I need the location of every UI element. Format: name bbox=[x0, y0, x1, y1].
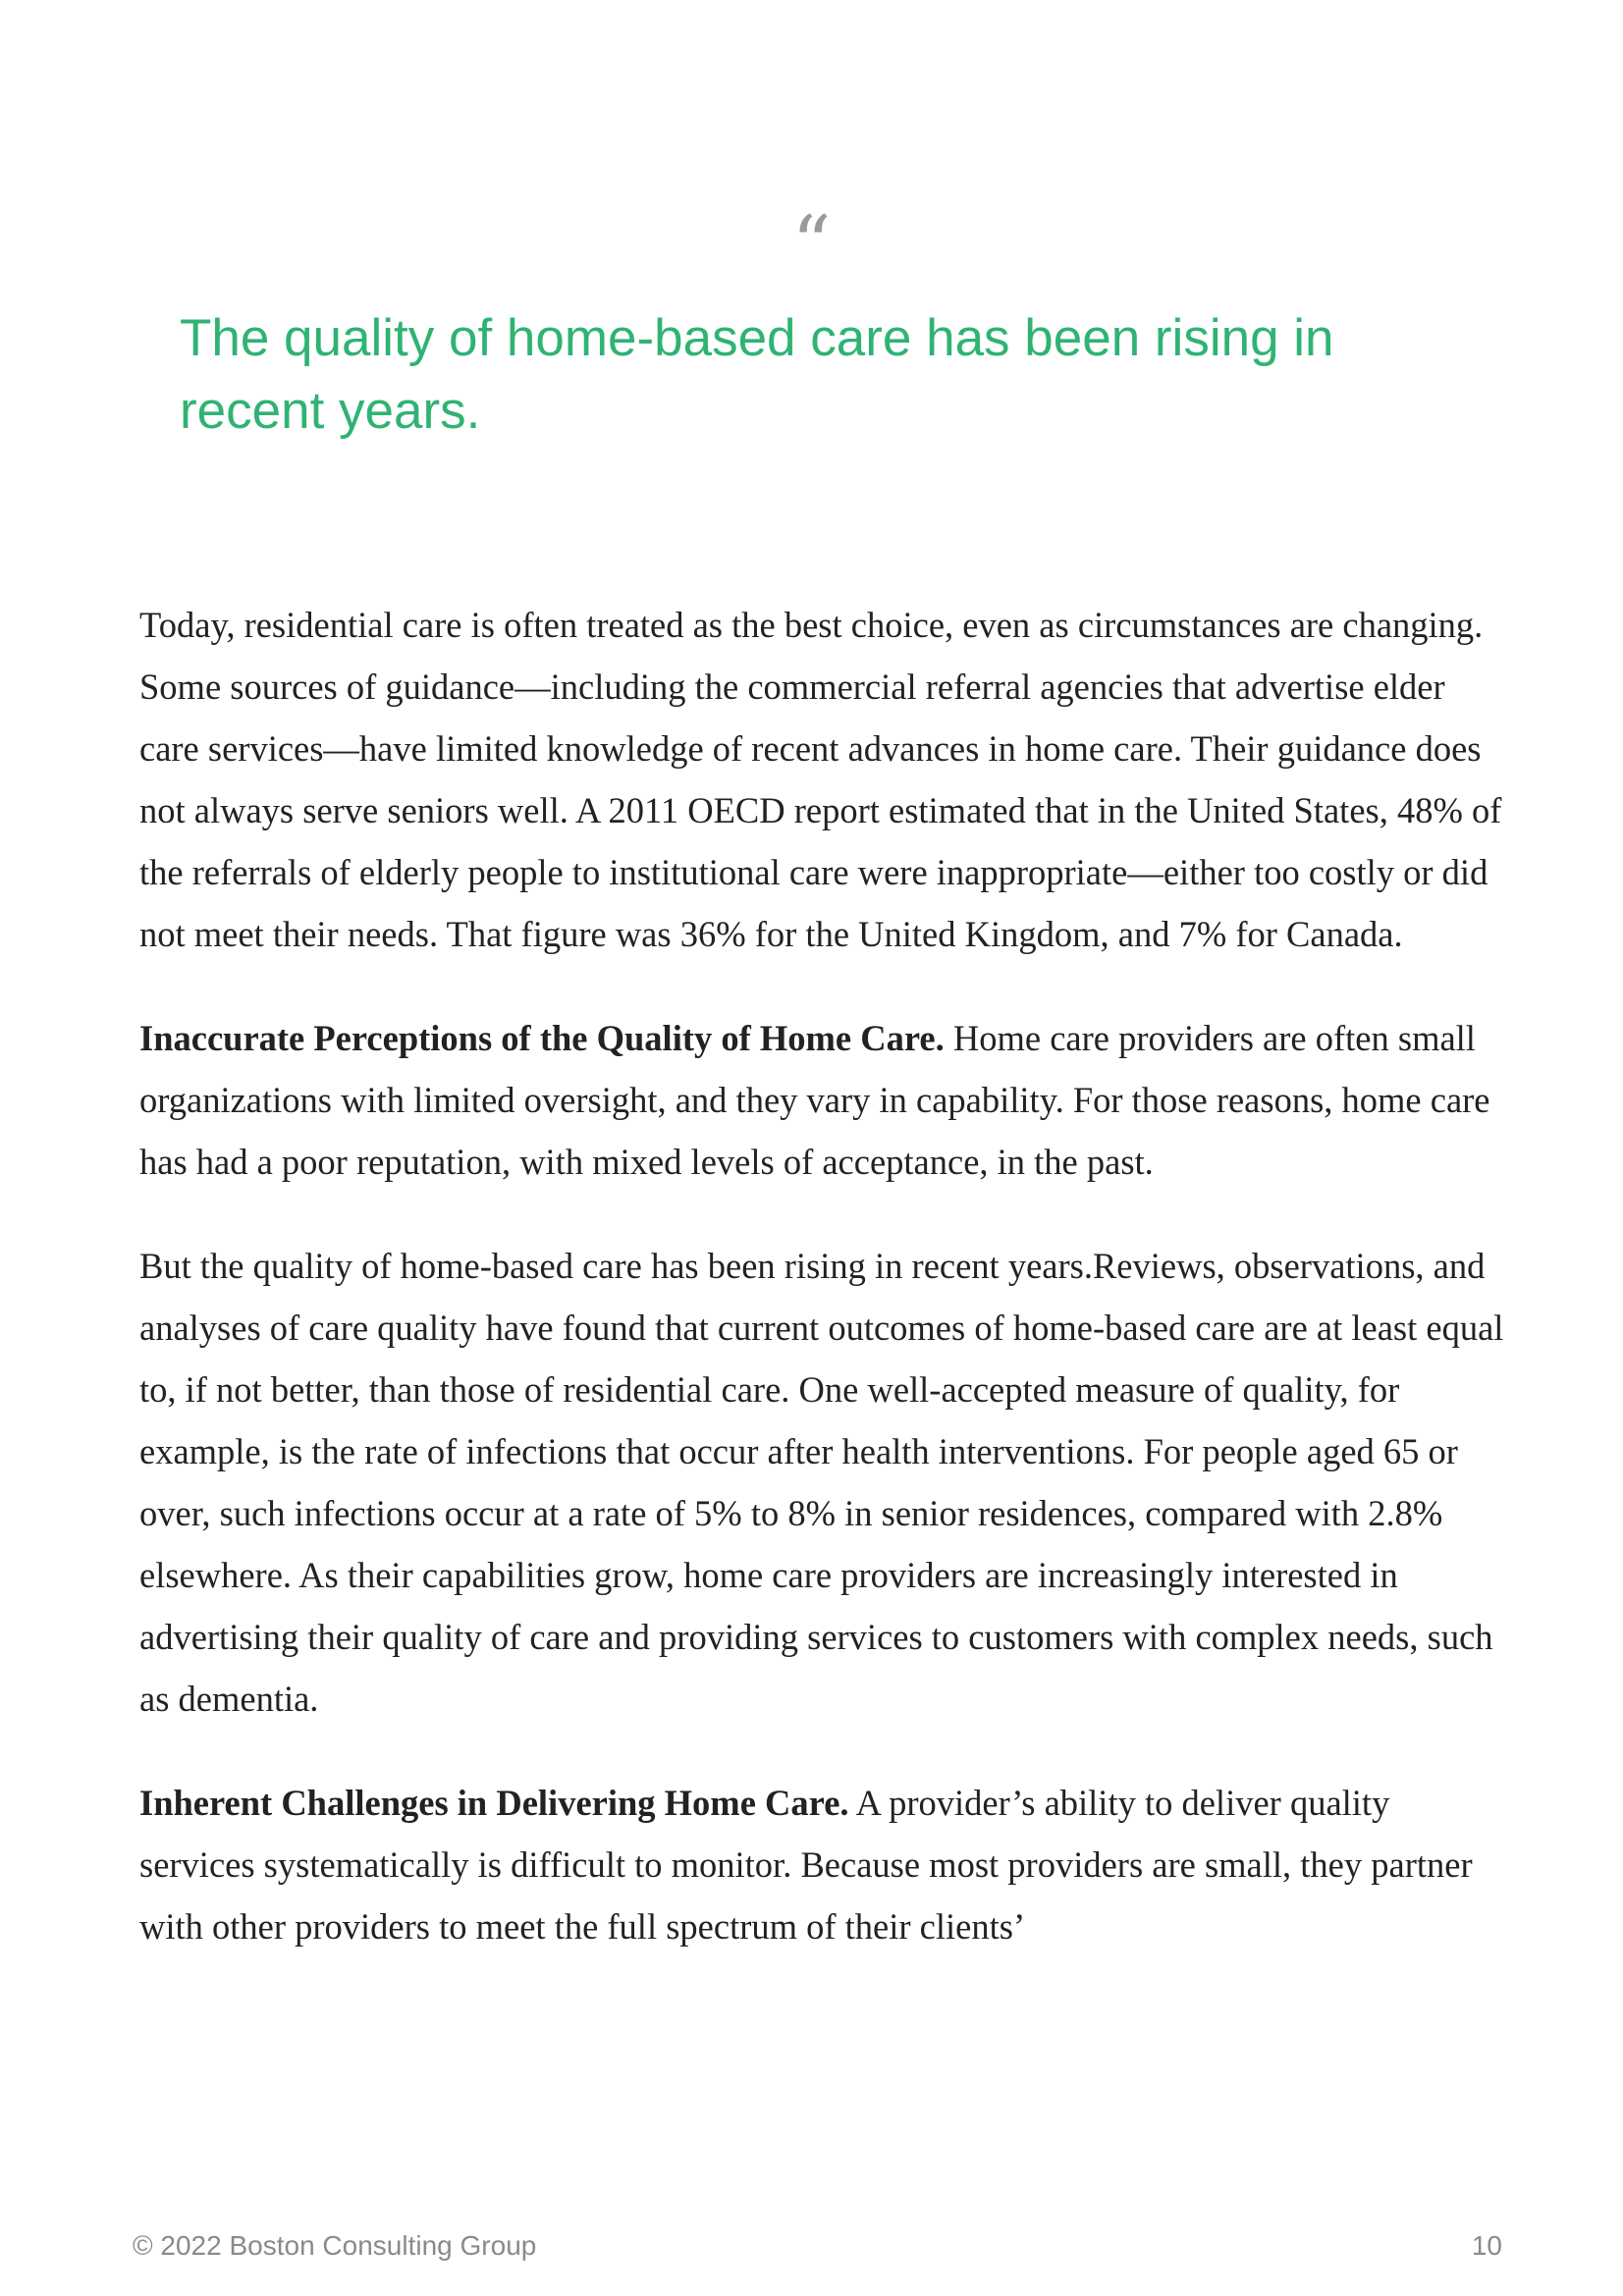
quote-mark-icon: “ bbox=[791, 200, 832, 289]
page-number: 10 bbox=[1471, 2230, 1502, 2261]
paragraph-heading: Inaccurate Perceptions of the Quality of Home Care. bbox=[139, 1018, 945, 1058]
paragraph-heading: Inherent Challenges in Delivering Home Care. bbox=[139, 1783, 849, 1823]
paragraph-text: Home care providers are often small organizations with limited oversight, and they vary in capability. For those reasons, home care has had a poor reputation, with mixed levels of acceptance, in the past. bbox=[139, 1018, 1490, 1182]
footer-copyright: © 2022 Boston Consulting Group bbox=[133, 2230, 537, 2261]
paragraph-text: But the quality of home-based care has been rising in recent years.Reviews, observations, and analyses of care quality have found that current outcomes of home-based care are at least equal to, if not better, than those of residential care. One well-accepted measure of quality, for example, is the rate of infections that occur after health interventions. For people aged 65 or over, such infections occur at a rate of 5% to 8% in senior residences, compared with 2.8% elsewhere. As their capabilities grow, home care providers are increasingly interested in advertising their quality of care and providing services to customers with complex needs, such as dementia. bbox=[139, 1246, 1504, 1719]
article-body bbox=[139, 594, 1504, 2000]
paragraph-quality bbox=[139, 1235, 1504, 1730]
paragraph-perceptions bbox=[139, 1007, 1504, 1193]
paragraph-challenges bbox=[139, 1772, 1504, 1957]
paragraph-text: A provider’s ability to deliver quality services systematically is difficult to monitor. Because most providers are small, they partner with other providers to meet the full spectrum of their clients’ bbox=[139, 1783, 1473, 1947]
paragraph-intro bbox=[139, 594, 1504, 965]
pull-quote: The quality of home-based care has been rising in recent years. bbox=[180, 309, 1334, 440]
paragraph-text: Today, residential care is often treated as the best choice, even as circumstances are changing. Some sources of guidance—including the commercial referral agencies that advertise elder care services—have limited knowledge of recent advances in home care. Their guidance does not always serve seniors well. A 2011 OECD report estimated that in the United States, 48% of the referrals of elderly people to institutional care were inappropriate—either too costly or did not meet their needs. That figure was 36% for the United Kingdom, and 7% for Canada. bbox=[139, 605, 1502, 954]
